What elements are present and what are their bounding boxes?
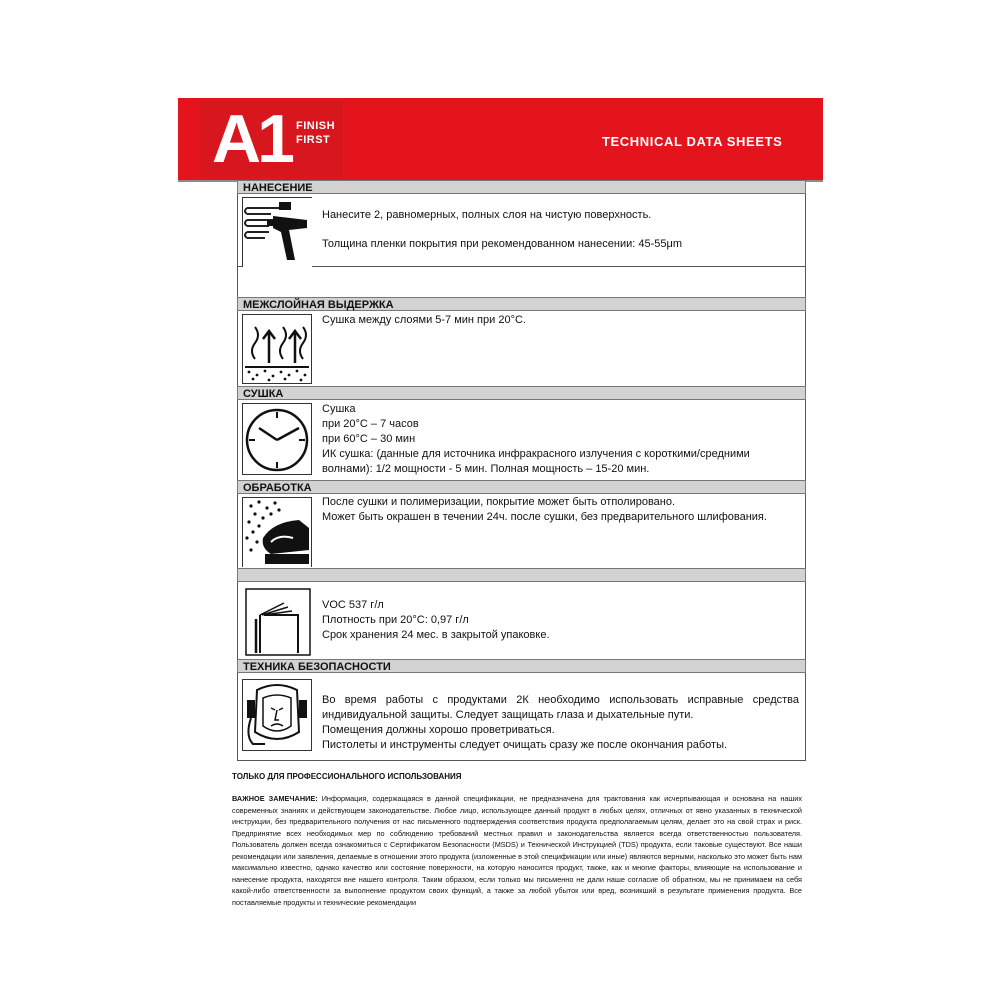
section-title-drying: СУШКА <box>237 386 806 400</box>
data-book-icon <box>242 585 312 657</box>
spray-gun-icon <box>242 197 312 267</box>
section-properties <box>237 582 806 659</box>
data-sheet-table <box>237 180 806 761</box>
section-application <box>237 194 806 297</box>
important-note-text: Информация, содержащаяся в данной спецификации, не предназначена для трактования как исчерпывающая и основана на наших современных знаниях и действующем законодательстве. Любое лицо, использующее данный продукт в любых целях, отличных от явно указанных в технической инструкции, без предварительного получения от нас письменного подтверждения соответствия продукта предполагаемым целям, делает это на свой страх и риск. Предпринятие всех необходимых мер по соблюдению требований местных правил и законодательства является всегда ответственностью пользователя. Пользователь должен всегда ознакомиться с Сертификатом Безопасности (MSDS) и Технической Инструкцией (TDS) продукта, если таковые существуют. Все наши рекомендации или заявления, делаемые в отношении этого продукта (изложенные в этой спецификации или иные) являются верными, насколько это может быть нам максимально известно, однако качество или состояние поверхности, на которую наносится продукт, также, как и многие факторы, влияющие на использование и нанесение продукта, находятся вне нашего контроля. Таким образом, если только мы письменно не дали наше согласие об обратном, мы не принимаем на себя какой-либо ответственности за выполнение продуктом своих функций, а также за любой убыток или вред, возникший в результате применения продукта. Все поставляемые продукты и технические рекомендации <box>232 794 802 907</box>
respirator-mask-icon <box>242 679 312 751</box>
application-text-1: Нанесите 2, равномерных, полных слоя на чистую поверхность. <box>322 209 652 221</box>
section-title-safety: ТЕХНИКА БЕЗОПАСНОСТИ <box>237 659 806 673</box>
section-processing <box>237 494 806 568</box>
drying-text-5: волнами): 1/2 мощности - 5 мин. Полная мощность – 15-20 мин. <box>322 463 650 475</box>
drying-text-4: ИК сушка: (данные для источника инфракрасного излучения с короткими/средними <box>322 448 750 460</box>
safety-text-1: Во время работы с продуктами 2К необходимо использовать исправные средства индивидуальной защиты. Следует защищать глаза и дыхательные пути. <box>322 694 799 721</box>
drying-text-2: при 20°С – 7 часов <box>322 418 419 430</box>
section-safety <box>237 673 806 761</box>
evaporation-icon <box>242 314 312 384</box>
clock-icon <box>242 403 312 475</box>
logo-mark: A1 <box>212 101 291 177</box>
a1-logo <box>200 100 343 177</box>
document-title: TECHNICAL DATA SHEETS <box>602 134 783 149</box>
section-title-properties <box>237 568 806 582</box>
properties-text-1: VOC 537 г/л <box>322 599 384 611</box>
flash-off-text-1: Сушка между слоями 5-7 мин при 20°С. <box>322 314 526 326</box>
safety-text-2: Помещения должны хорошо проветриваться. <box>322 724 555 736</box>
drying-text-1: Сушка <box>322 403 356 415</box>
logo-line-1: FINISH <box>296 120 336 132</box>
logo-line-2: FIRST <box>296 134 331 146</box>
properties-text-3: Срок хранения 24 мес. в закрытой упаковке. <box>322 629 550 641</box>
sanding-hand-icon <box>242 497 312 567</box>
professional-use-notice: ТОЛЬКО ДЛЯ ПРОФЕССИОНАЛЬНОГО ИСПОЛЬЗОВАНИЯ <box>232 772 462 781</box>
properties-text-2: Плотность при 20°С: 0,97 г/л <box>322 614 469 626</box>
section-drying <box>237 400 806 480</box>
section-title-processing: ОБРАБОТКА <box>237 480 806 494</box>
section-title-flash-off: МЕЖСЛОЙНАЯ ВЫДЕРЖКА <box>237 297 806 311</box>
important-note-label: ВАЖНОЕ ЗАМЕЧАНИЕ: <box>232 794 318 803</box>
processing-text-2: Может быть окрашен в течении 24ч. после сушки, без предварительного шлифования. <box>322 511 767 523</box>
application-text-2: Толщина пленки покрытия при рекомендованном нанесении: 45-55μm <box>322 238 682 250</box>
important-note <box>232 793 802 908</box>
processing-text-1: После сушки и полимеризации, покрытие может быть отполировано. <box>322 496 676 508</box>
drying-text-3: при 60°С – 30 мин <box>322 433 416 445</box>
section-title-application: НАНЕСЕНИЕ <box>237 180 806 194</box>
header-banner <box>178 98 823 182</box>
section-flash-off <box>237 311 806 386</box>
safety-text-3: Пистолеты и инструменты следует очищать сразу же после окончания работы. <box>322 739 728 751</box>
